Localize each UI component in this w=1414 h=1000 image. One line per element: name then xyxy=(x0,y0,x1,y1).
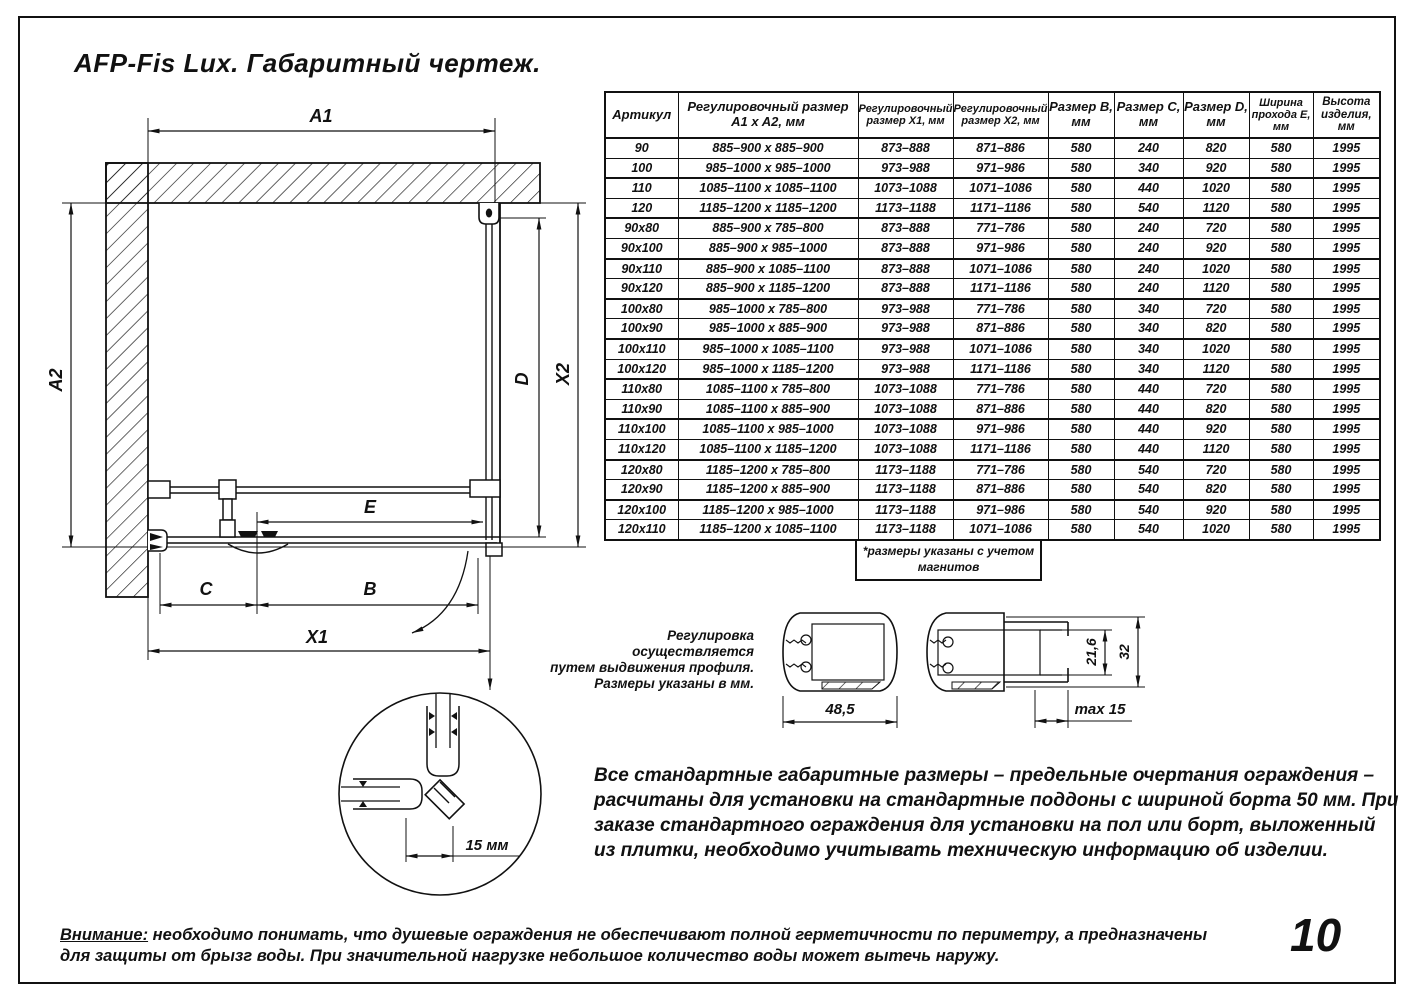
table-cell: 580 xyxy=(1249,259,1313,279)
table-cell: 971–986 xyxy=(953,158,1048,178)
table-cell: 120x100 xyxy=(605,500,678,520)
table-cell: 1073–1088 xyxy=(858,178,953,198)
table-cell: 871–886 xyxy=(953,138,1048,158)
table-cell: 540 xyxy=(1114,480,1183,500)
table-cell: 771–786 xyxy=(953,299,1048,319)
profile-width-label: 48,5 xyxy=(825,701,855,718)
table-cell: 580 xyxy=(1048,198,1114,218)
table-cell: 771–786 xyxy=(953,460,1048,480)
table-cell: 720 xyxy=(1183,460,1249,480)
table-cell: 580 xyxy=(1048,238,1114,258)
table-cell: 580 xyxy=(1249,279,1313,299)
table-cell: 440 xyxy=(1114,439,1183,459)
table-cell: 771–786 xyxy=(953,218,1048,238)
table-cell: 440 xyxy=(1114,178,1183,198)
col-header-d: Размер D, мм xyxy=(1183,92,1249,138)
hatched-walls xyxy=(106,163,540,597)
table-cell: 873–888 xyxy=(858,218,953,238)
table-cell: 1071–1086 xyxy=(953,259,1048,279)
table-row xyxy=(605,500,1380,520)
table-cell: 100x120 xyxy=(605,359,678,379)
table-cell: 90x120 xyxy=(605,279,678,299)
table-cell: 580 xyxy=(1048,218,1114,238)
table-row xyxy=(605,198,1380,218)
support-bar xyxy=(148,480,500,537)
table-cell: 973–988 xyxy=(858,359,953,379)
table-row xyxy=(605,238,1380,258)
table-cell: 440 xyxy=(1114,399,1183,419)
table-cell: 771–786 xyxy=(953,379,1048,399)
adjustment-note xyxy=(548,628,754,692)
table-cell: 580 xyxy=(1048,319,1114,339)
col-header-b: Размер B, мм xyxy=(1048,92,1114,138)
door-hardware xyxy=(148,530,288,553)
dim-x2: X2 xyxy=(553,362,573,386)
table-cell: 580 xyxy=(1048,520,1114,540)
detail-dimension-label: 15 мм xyxy=(465,837,509,854)
table-cell: 985–1000 x 885–900 xyxy=(678,319,858,339)
table-cell: 580 xyxy=(1048,359,1114,379)
table-cell: 580 xyxy=(1249,158,1313,178)
table-cell: 971–986 xyxy=(953,419,1048,439)
table-cell: 871–886 xyxy=(953,399,1048,419)
table-cell: 580 xyxy=(1048,480,1114,500)
table-cell: 973–988 xyxy=(858,158,953,178)
profile-outer-height-label: 32 xyxy=(1116,644,1132,660)
table-cell: 240 xyxy=(1114,138,1183,158)
table-cell: 1085–1100 x 785–800 xyxy=(678,379,858,399)
table-cell: 580 xyxy=(1249,299,1313,319)
table-cell: 540 xyxy=(1114,500,1183,520)
table-cell: 1071–1086 xyxy=(953,178,1048,198)
table-cell: 1995 xyxy=(1313,198,1380,218)
table-cell: 920 xyxy=(1183,238,1249,258)
paragraph-line: Все стандартные габаритные размеры – предельные очертания ограждения – xyxy=(594,765,1375,786)
table-cell: 1120 xyxy=(1183,198,1249,218)
profile-max-label: max 15 xyxy=(1074,701,1126,718)
table-cell: 580 xyxy=(1249,218,1313,238)
table-row xyxy=(605,319,1380,339)
table-cell: 1995 xyxy=(1313,359,1380,379)
table-cell: 580 xyxy=(1249,339,1313,359)
table-cell: 1995 xyxy=(1313,460,1380,480)
table-row xyxy=(605,138,1380,158)
table-cell: 1995 xyxy=(1313,520,1380,540)
table-cell: 580 xyxy=(1048,279,1114,299)
table-row xyxy=(605,419,1380,439)
table-cell: 1995 xyxy=(1313,138,1380,158)
table-cell: 1995 xyxy=(1313,339,1380,359)
table-cell: 873–888 xyxy=(858,259,953,279)
table-cell: 580 xyxy=(1048,399,1114,419)
col-header-height: Высота изделия, мм xyxy=(1313,92,1380,138)
table-cell: 1071–1086 xyxy=(953,339,1048,359)
table-header-row xyxy=(605,92,1380,138)
table-cell: 720 xyxy=(1183,379,1249,399)
warning-text: необходимо понимать, что душевые ограждения не обеспечивают полной герметичности по периметру, а предназначены xyxy=(148,926,1208,944)
table-cell: 110x100 xyxy=(605,419,678,439)
table-cell: 580 xyxy=(1249,480,1313,500)
table-cell: 820 xyxy=(1183,399,1249,419)
table-row xyxy=(605,359,1380,379)
table-row xyxy=(605,480,1380,500)
table-cell: 240 xyxy=(1114,279,1183,299)
table-cell: 100x90 xyxy=(605,319,678,339)
paragraph-line: заказе стандартного ограждения для установки на пол или борт, выложенный xyxy=(594,815,1376,836)
table-cell: 240 xyxy=(1114,259,1183,279)
table-cell: 580 xyxy=(1249,419,1313,439)
table-row xyxy=(605,379,1380,399)
table-cell: 1173–1188 xyxy=(858,520,953,540)
table-cell: 1995 xyxy=(1313,259,1380,279)
table-cell: 540 xyxy=(1114,460,1183,480)
table-cell: 873–888 xyxy=(858,138,953,158)
table-cell: 100 xyxy=(605,158,678,178)
warning-line xyxy=(60,925,1207,946)
table-cell: 1171–1186 xyxy=(953,279,1048,299)
table-cell: 820 xyxy=(1183,480,1249,500)
table-cell: 90x80 xyxy=(605,218,678,238)
table-cell: 1995 xyxy=(1313,419,1380,439)
table-row xyxy=(605,520,1380,540)
table-cell: 440 xyxy=(1114,379,1183,399)
table-cell: 1073–1088 xyxy=(858,379,953,399)
table-cell: 820 xyxy=(1183,319,1249,339)
table-cell: 985–1000 x 785–800 xyxy=(678,299,858,319)
table-cell: 580 xyxy=(1249,359,1313,379)
table-cell: 580 xyxy=(1048,419,1114,439)
table-cell: 580 xyxy=(1249,500,1313,520)
table-cell: 440 xyxy=(1114,419,1183,439)
table-cell: 1995 xyxy=(1313,238,1380,258)
dim-e: E xyxy=(363,497,377,517)
table-cell: 871–886 xyxy=(953,480,1048,500)
table-cell: 100x110 xyxy=(605,339,678,359)
table-cell: 1020 xyxy=(1183,259,1249,279)
table-cell: 580 xyxy=(1048,339,1114,359)
table-cell: 340 xyxy=(1114,299,1183,319)
table-cell: 580 xyxy=(1048,460,1114,480)
footnote-line: *размеры указаны с учетом xyxy=(862,543,1035,558)
table-cell: 580 xyxy=(1048,158,1114,178)
profile-inner-height-label: 21,6 xyxy=(1083,638,1099,666)
table-cell: 1120 xyxy=(1183,439,1249,459)
table-cell: 120x110 xyxy=(605,520,678,540)
table-cell: 110x120 xyxy=(605,439,678,459)
table-cell: 1995 xyxy=(1313,379,1380,399)
table-cell: 1071–1086 xyxy=(953,520,1048,540)
dimensions-table xyxy=(604,91,1381,541)
table-cell: 580 xyxy=(1048,178,1114,198)
table-cell: 580 xyxy=(1048,299,1114,319)
table-cell: 985–1000 x 985–1000 xyxy=(678,158,858,178)
table-row xyxy=(605,439,1380,459)
table-cell: 985–1000 x 1085–1100 xyxy=(678,339,858,359)
table-cell: 920 xyxy=(1183,158,1249,178)
table-cell: 1073–1088 xyxy=(858,439,953,459)
dim-x1: X1 xyxy=(305,627,329,647)
table-cell: 580 xyxy=(1249,319,1313,339)
table-cell: 885–900 x 1185–1200 xyxy=(678,279,858,299)
table-cell: 580 xyxy=(1048,379,1114,399)
table-row xyxy=(605,178,1380,198)
col-header-c: Размер C, мм xyxy=(1114,92,1183,138)
table-row xyxy=(605,299,1380,319)
table-cell: 1020 xyxy=(1183,339,1249,359)
dim-b: B xyxy=(363,579,377,599)
table-footnote xyxy=(855,539,1042,581)
table-cell: 920 xyxy=(1183,500,1249,520)
table-cell: 1173–1188 xyxy=(858,198,953,218)
table-cell: 1185–1200 x 985–1000 xyxy=(678,500,858,520)
table-row xyxy=(605,399,1380,419)
table-cell: 580 xyxy=(1249,138,1313,158)
page-title: AFP-Fis Lux. Габаритный чертеж. xyxy=(74,48,541,78)
table-cell: 885–900 x 885–900 xyxy=(678,138,858,158)
table-cell: 240 xyxy=(1114,218,1183,238)
table-cell: 580 xyxy=(1249,439,1313,459)
adjustment-note-line: Размеры указаны в мм. xyxy=(594,675,754,691)
warning-line: для защиты от брызг воды. При значительной нагрузке небольшое количество воды может вытечь наружу. xyxy=(60,947,1000,965)
table-cell: 90 xyxy=(605,138,678,158)
table-cell: 1185–1200 x 1185–1200 xyxy=(678,198,858,218)
table-cell: 580 xyxy=(1048,259,1114,279)
table-cell: 1995 xyxy=(1313,439,1380,459)
table-cell: 1085–1100 x 985–1000 xyxy=(678,419,858,439)
detail-circle xyxy=(339,693,541,895)
table-cell: 1995 xyxy=(1313,299,1380,319)
table-cell: 240 xyxy=(1114,238,1183,258)
table-cell: 885–900 x 785–800 xyxy=(678,218,858,238)
col-header-a1a2: Регулировочный размер A1 x A2, мм xyxy=(678,92,858,138)
table-cell: 1171–1186 xyxy=(953,198,1048,218)
table-row xyxy=(605,279,1380,299)
table-cell: 580 xyxy=(1249,460,1313,480)
table-cell: 820 xyxy=(1183,138,1249,158)
table-cell: 973–988 xyxy=(858,319,953,339)
table-cell: 1995 xyxy=(1313,500,1380,520)
table-cell: 580 xyxy=(1249,178,1313,198)
table-cell: 1995 xyxy=(1313,319,1380,339)
table-cell: 580 xyxy=(1249,238,1313,258)
table-cell: 885–900 x 985–1000 xyxy=(678,238,858,258)
table-cell: 110x90 xyxy=(605,399,678,419)
table-cell: 885–900 x 1085–1100 xyxy=(678,259,858,279)
table-cell: 873–888 xyxy=(858,279,953,299)
table-cell: 973–988 xyxy=(858,339,953,359)
table-cell: 580 xyxy=(1048,439,1114,459)
table-cell: 1073–1088 xyxy=(858,419,953,439)
table-cell: 1995 xyxy=(1313,399,1380,419)
table-cell: 120x90 xyxy=(605,480,678,500)
table-cell: 973–988 xyxy=(858,299,953,319)
col-header-e: Ширина прохода E, мм xyxy=(1249,92,1313,138)
table-cell: 340 xyxy=(1114,339,1183,359)
table-cell: 110x80 xyxy=(605,379,678,399)
table-cell: 90x100 xyxy=(605,238,678,258)
table-cell: 580 xyxy=(1249,399,1313,419)
table-cell: 340 xyxy=(1114,319,1183,339)
table-cell: 1085–1100 x 885–900 xyxy=(678,399,858,419)
table-cell: 920 xyxy=(1183,419,1249,439)
table-cell: 540 xyxy=(1114,520,1183,540)
col-header-article: Артикул xyxy=(605,92,678,138)
table-cell: 985–1000 x 1185–1200 xyxy=(678,359,858,379)
table-cell: 1173–1188 xyxy=(858,460,953,480)
table-cell: 90x110 xyxy=(605,259,678,279)
table-cell: 1120 xyxy=(1183,279,1249,299)
dim-a2: A2 xyxy=(46,368,66,392)
table-cell: 110 xyxy=(605,178,678,198)
table-cell: 1995 xyxy=(1313,218,1380,238)
page-number: 10 xyxy=(1290,909,1342,961)
table-cell: 873–888 xyxy=(858,238,953,258)
warning-note xyxy=(60,925,1207,967)
table-row xyxy=(605,460,1380,480)
dim-d: D xyxy=(512,372,532,386)
table-cell: 971–986 xyxy=(953,500,1048,520)
table-cell: 340 xyxy=(1114,359,1183,379)
table-cell: 1020 xyxy=(1183,520,1249,540)
table-cell: 720 xyxy=(1183,218,1249,238)
table-cell: 871–886 xyxy=(953,319,1048,339)
installation-paragraph xyxy=(594,763,1399,863)
table-cell: 100x80 xyxy=(605,299,678,319)
dim-a1: A1 xyxy=(309,106,333,126)
table-cell: 1995 xyxy=(1313,480,1380,500)
warning-prefix: Внимание: xyxy=(60,926,149,944)
table-cell: 1073–1088 xyxy=(858,399,953,419)
table-cell: 1120 xyxy=(1183,359,1249,379)
table-cell: 1020 xyxy=(1183,178,1249,198)
col-header-x1: Регулировочный размер X1, мм xyxy=(858,92,953,138)
table-row xyxy=(605,259,1380,279)
table-cell: 580 xyxy=(1249,520,1313,540)
table-row xyxy=(605,218,1380,238)
adjustment-note-line: Регулировка осуществляется xyxy=(632,628,754,659)
adjustment-note-line: путем выдвижения профиля. xyxy=(550,659,754,675)
table-cell: 1185–1200 x 885–900 xyxy=(678,480,858,500)
table-cell: 1995 xyxy=(1313,178,1380,198)
table-cell: 1085–1100 x 1185–1200 xyxy=(678,439,858,459)
table-cell: 1171–1186 xyxy=(953,359,1048,379)
table-row xyxy=(605,339,1380,359)
table-cell: 1173–1188 xyxy=(858,500,953,520)
table-cell: 580 xyxy=(1048,500,1114,520)
table-cell: 971–986 xyxy=(953,238,1048,258)
table-cell: 1995 xyxy=(1313,279,1380,299)
table-body xyxy=(605,138,1380,540)
table-cell: 1085–1100 x 1085–1100 xyxy=(678,178,858,198)
table-cell: 580 xyxy=(1048,138,1114,158)
table-cell: 1185–1200 x 785–800 xyxy=(678,460,858,480)
paragraph-line: расчитаны для установки на стандартные поддоны с шириной борта 50 мм. При xyxy=(594,790,1399,811)
table-cell: 1995 xyxy=(1313,158,1380,178)
dim-c: C xyxy=(199,579,213,599)
table-cell: 580 xyxy=(1249,198,1313,218)
paragraph-line: из плитки, необходимо учитывать техническую информацию об изделии. xyxy=(594,840,1328,861)
table-cell: 120 xyxy=(605,198,678,218)
table-cell: 1185–1200 x 1085–1100 xyxy=(678,520,858,540)
table-row xyxy=(605,158,1380,178)
col-header-x2: Регулировочный размер X2, мм xyxy=(953,92,1048,138)
table-cell: 540 xyxy=(1114,198,1183,218)
footnote-line: магнитов xyxy=(917,560,980,574)
table-cell: 1171–1186 xyxy=(953,439,1048,459)
table-cell: 720 xyxy=(1183,299,1249,319)
table-cell: 580 xyxy=(1249,379,1313,399)
table-cell: 120x80 xyxy=(605,460,678,480)
table-cell: 1173–1188 xyxy=(858,480,953,500)
table-cell: 340 xyxy=(1114,158,1183,178)
